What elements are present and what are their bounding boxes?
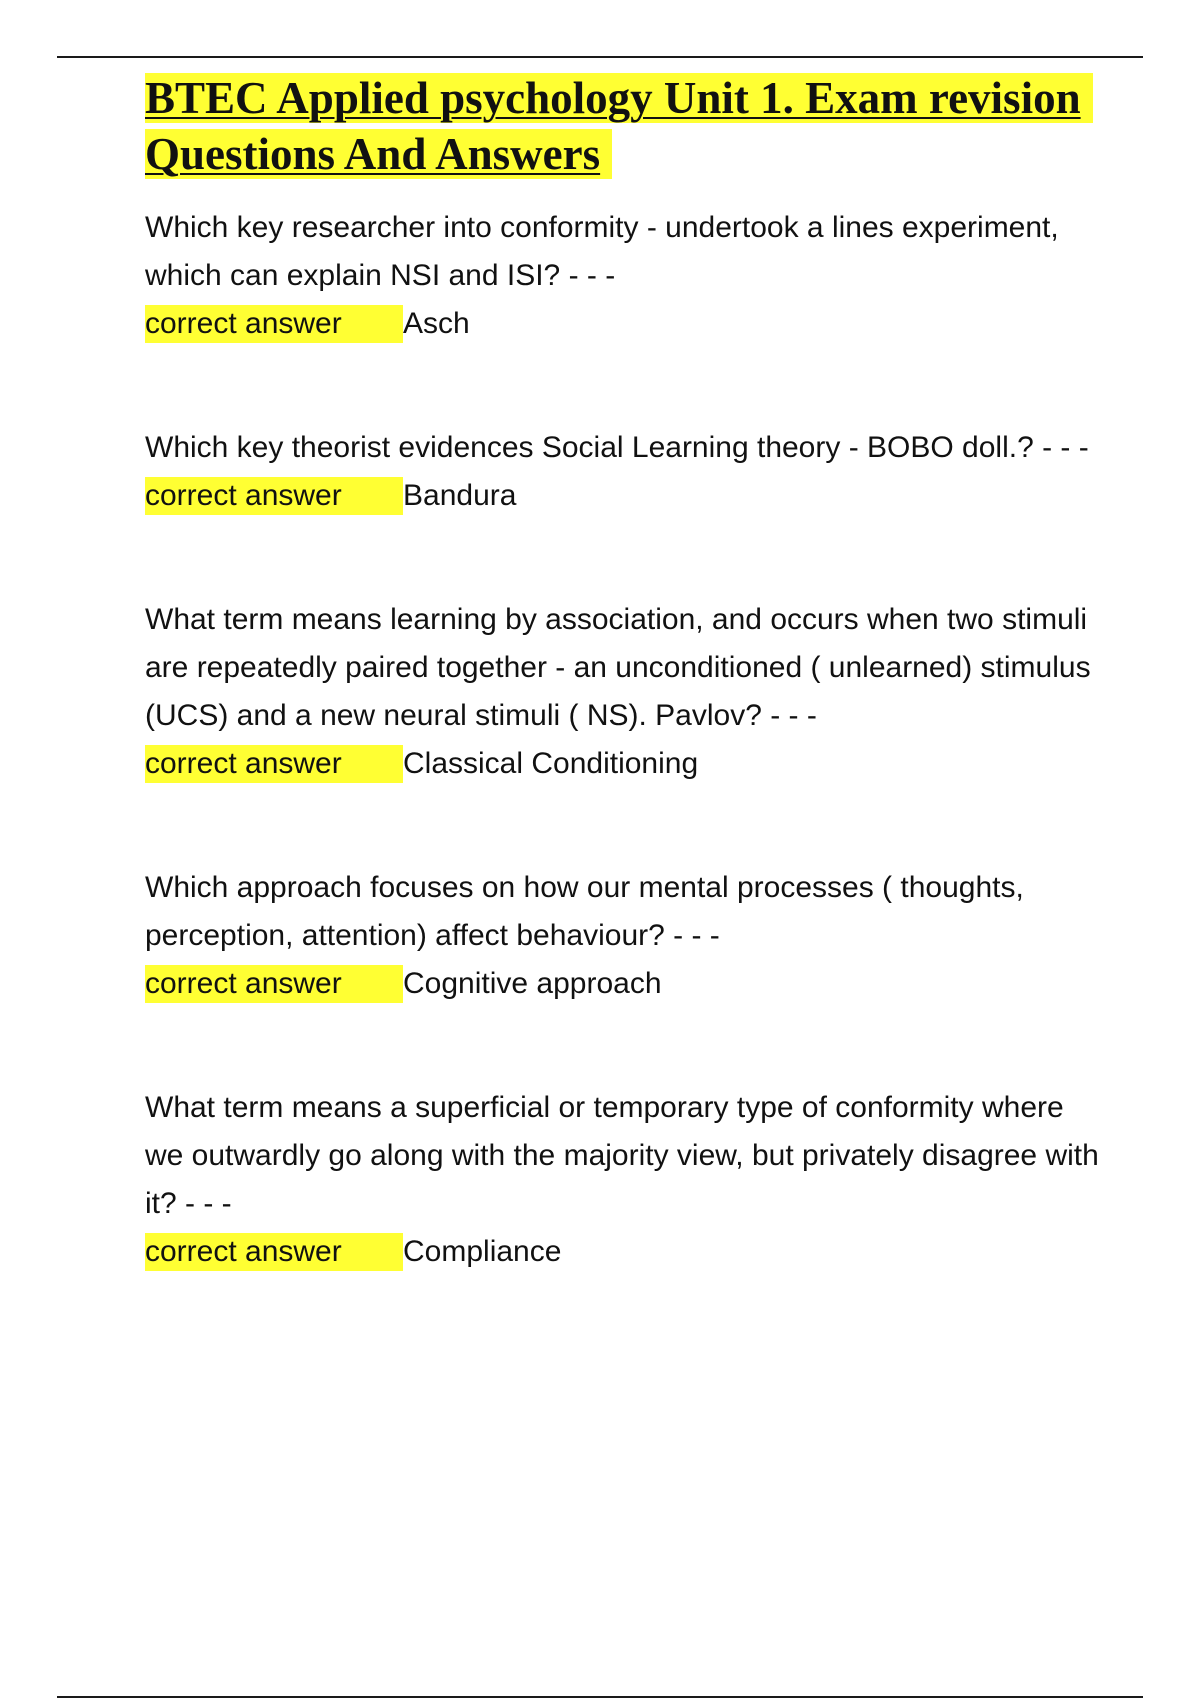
qa-item-1 <box>145 204 1105 348</box>
document-body <box>145 70 1105 1352</box>
document-title <box>145 70 1105 182</box>
answer-text: Cognitive approach <box>403 967 662 1000</box>
question-text: Which key theorist evidences Social Learning theory - BOBO doll.? - - - <box>145 431 1089 464</box>
answer-line <box>145 1228 1105 1276</box>
answer-text: Bandura <box>403 479 517 512</box>
answer-text: Classical Conditioning <box>403 747 699 780</box>
question-text: Which approach focuses on how our mental processes ( thoughts, perception, attention) affect behaviour? - - - <box>145 871 1024 952</box>
answer-label-highlight: correct answer <box>145 965 403 1003</box>
qa-item-4 <box>145 864 1105 1008</box>
answer-label-highlight: correct answer <box>145 305 403 343</box>
answer-line <box>145 472 1105 520</box>
document-title-text: BTEC Applied psychology Unit 1. Exam revision Questions And Answers <box>145 73 1093 179</box>
answer-text: Compliance <box>403 1235 562 1268</box>
bottom-page-rule <box>57 1696 1143 1698</box>
answer-label-highlight: correct answer <box>145 477 403 515</box>
question-text: What term means learning by association, and occurs when two stimuli are repeatedly paired together - an unconditioned ( unlearned) stimulus (UCS) and a new neural stimuli ( NS). Pavlov? - - - <box>145 603 1091 732</box>
answer-text: Asch <box>403 307 470 340</box>
qa-item-2 <box>145 424 1105 520</box>
answer-line <box>145 740 1105 788</box>
answer-line <box>145 960 1105 1008</box>
answer-label-highlight: correct answer <box>145 745 403 783</box>
qa-item-3 <box>145 596 1105 788</box>
question-text: Which key researcher into conformity - undertook a lines experiment, which can explain NSI and ISI? - - - <box>145 211 1059 292</box>
answer-line <box>145 300 1105 348</box>
qa-item-5 <box>145 1084 1105 1276</box>
answer-label-highlight: correct answer <box>145 1233 403 1271</box>
question-text: What term means a superficial or temporary type of conformity where we outwardly go along with the majority view, but privately disagree with it? - - - <box>145 1091 1099 1220</box>
top-page-rule <box>57 56 1143 58</box>
